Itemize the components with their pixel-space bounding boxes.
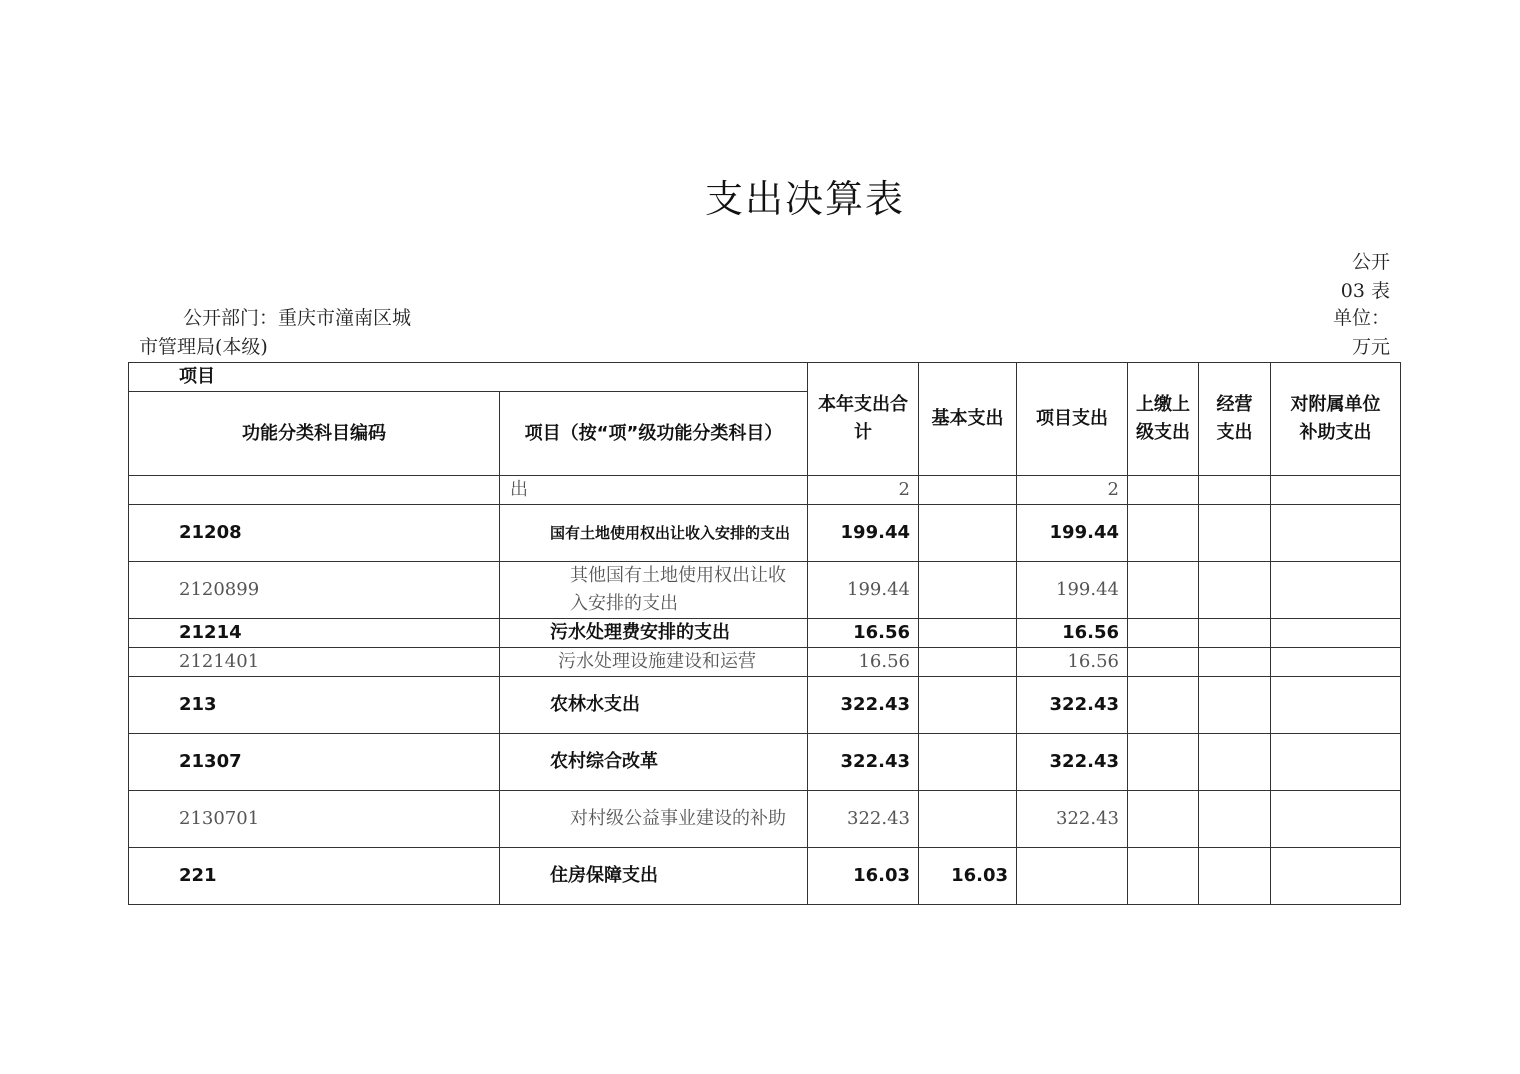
row-total: 16.56 [808,619,919,648]
row-total: 322.43 [808,791,919,848]
row-business [1199,648,1271,677]
row-business [1199,791,1271,848]
row-subsidy [1271,791,1401,848]
row-code: 2121401 [129,648,500,677]
row-basic [919,476,1017,505]
row-subsidy [1271,648,1401,677]
row-project: 199.44 [1017,505,1128,562]
form-number-line1: 公开 [1351,251,1390,273]
row-total: 2 [808,476,919,505]
header-name: 项目（按“项”级功能分类科目） [500,392,808,476]
row-basic [919,562,1017,619]
header-total: 本年支出合计 [808,363,919,476]
row-business [1199,734,1271,791]
table-row [129,505,1401,562]
row-name: 污水处理费安排的支出 [500,619,808,648]
row-business [1199,476,1271,505]
row-business [1199,562,1271,619]
unit-line1: 单位： [1332,307,1390,329]
row-name: 出 [500,476,808,505]
row-total: 16.56 [808,648,919,677]
row-code: 2120899 [129,562,500,619]
row-code: 221 [129,848,500,905]
row-upper [1128,791,1199,848]
table-row [129,648,1401,677]
header-business: 经营支出 [1199,363,1271,476]
department-line2: 市管理局(本级) [139,336,268,358]
row-total: 199.44 [808,562,919,619]
row-business [1199,848,1271,905]
row-business [1199,677,1271,734]
form-number [1341,248,1390,306]
row-subsidy [1271,476,1401,505]
row-project: 16.56 [1017,619,1128,648]
table-row [129,734,1401,791]
row-code: 21307 [129,734,500,791]
row-name: 国有土地使用权出让收入安排的支出 [500,505,808,562]
row-project: 322.43 [1017,734,1128,791]
department [139,304,411,362]
row-code: 2130701 [129,791,500,848]
row-business [1199,619,1271,648]
row-name: 农林水支出 [500,677,808,734]
row-name: 住房保障支出 [500,848,808,905]
row-basic: 16.03 [919,848,1017,905]
row-project: 322.43 [1017,677,1128,734]
row-project: 199.44 [1017,562,1128,619]
row-upper [1128,648,1199,677]
row-subsidy [1271,562,1401,619]
row-name: 农村综合改革 [500,734,808,791]
header-project-exp: 项目支出 [1017,363,1128,476]
row-total: 199.44 [808,505,919,562]
row-upper [1128,505,1199,562]
row-name: 污水处理设施建设和运营 [500,648,808,677]
department-line1: 公开部门：重庆市潼南区城 [183,307,412,329]
header-code: 功能分类科目编码 [129,392,500,476]
row-project: 2 [1017,476,1128,505]
row-subsidy [1271,505,1401,562]
row-upper [1128,677,1199,734]
row-subsidy [1271,677,1401,734]
row-upper [1128,562,1199,619]
form-number-line2: 03 表 [1340,280,1390,302]
row-upper [1128,476,1199,505]
row-project: 16.56 [1017,648,1128,677]
expenditure-table [128,362,1401,905]
row-upper [1128,734,1199,791]
row-name: 对村级公益事业建设的补助 [500,791,808,848]
row-code: 213 [129,677,500,734]
row-basic [919,791,1017,848]
table-row [129,476,1401,505]
row-basic [919,505,1017,562]
page-title: 支出决算表 [704,177,905,221]
header-subsidy: 对附属单位补助支出 [1271,363,1401,476]
table-row [129,791,1401,848]
row-subsidy [1271,734,1401,791]
unit-line2: 万元 [1351,336,1390,358]
row-total: 322.43 [808,677,919,734]
row-upper [1128,619,1199,648]
row-total: 16.03 [808,848,919,905]
row-basic [919,734,1017,791]
header-upper: 上缴上级支出 [1128,363,1199,476]
row-code: 21208 [129,505,500,562]
row-basic [919,648,1017,677]
row-subsidy [1271,619,1401,648]
row-project [1017,848,1128,905]
header-project: 项目 [129,363,808,392]
row-subsidy [1271,848,1401,905]
row-total: 322.43 [808,734,919,791]
row-business [1199,505,1271,562]
table-row [129,619,1401,648]
table-row [129,562,1401,619]
row-basic [919,677,1017,734]
row-code [129,476,500,505]
table-row [129,848,1401,905]
row-project: 322.43 [1017,791,1128,848]
unit [1333,304,1390,362]
header-basic: 基本支出 [919,363,1017,476]
table-row [129,677,1401,734]
row-code: 21214 [129,619,500,648]
row-basic [919,619,1017,648]
row-upper [1128,848,1199,905]
row-name: 其他国有土地使用权出让收入安排的支出 [500,562,808,619]
